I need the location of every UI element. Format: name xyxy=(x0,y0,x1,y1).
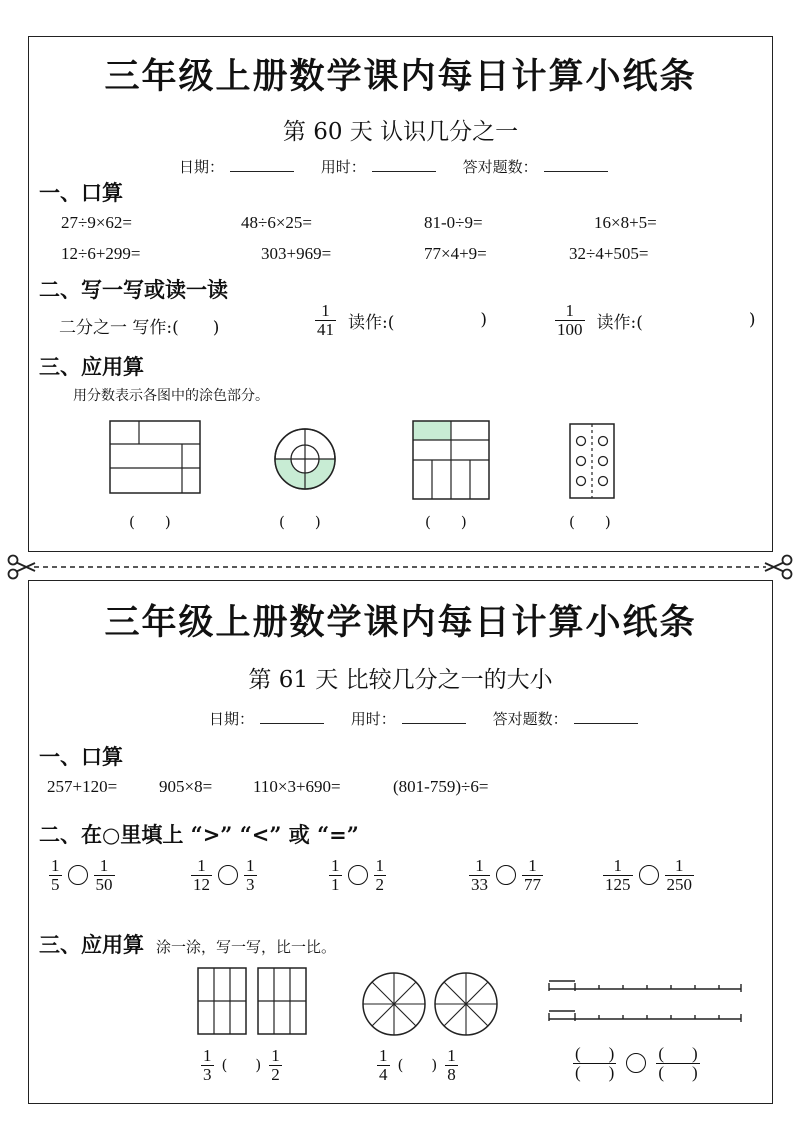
correct-count-field[interactable] xyxy=(544,155,608,172)
time-label: 用时： xyxy=(320,158,366,176)
mental-math-problem: 48÷6×25= xyxy=(241,213,313,232)
fraction-right: $\frac{1}{50}$ xyxy=(95,856,113,894)
mental-math-problem: 16×8+5= xyxy=(594,213,657,232)
figure-rectangle-grid xyxy=(109,420,201,494)
close-paren: ) xyxy=(431,1056,438,1075)
mental-math-problem: (801-759)÷6= xyxy=(393,777,489,796)
fraction-right: $\frac{1}{2}$ xyxy=(271,1046,280,1084)
date-label: 日期： xyxy=(209,710,255,728)
section-3-heading: 三、应用算 涂一涂，写一写，比一比。 xyxy=(39,932,337,957)
fraction-left: $\frac{1}{4}$ xyxy=(379,1046,388,1084)
fraction-left: $\frac{1}{1}$ xyxy=(331,856,340,894)
worksheet-title: 三年级上册数学课内每日计算小纸条 xyxy=(104,56,697,97)
cut-line xyxy=(0,556,800,578)
read-fraction-item xyxy=(555,302,756,339)
answer-paren[interactable]: ( ) xyxy=(129,513,171,531)
figure-circle-ring xyxy=(273,427,337,491)
compare-circle[interactable] xyxy=(496,865,516,885)
comparison-item xyxy=(469,857,543,894)
mental-math-problem: 905×8= xyxy=(159,777,213,796)
date-field[interactable] xyxy=(230,155,294,172)
fraction-left: $\frac{1}{33}$ xyxy=(471,856,488,894)
fraction-right: $\frac{1}{2}$ xyxy=(375,856,384,894)
section-1-heading: 一、口算 xyxy=(39,744,123,769)
scissors-icon xyxy=(764,554,794,580)
answer-paren[interactable]: ( ) xyxy=(279,513,321,531)
correct-count-label: 答对题数： xyxy=(462,158,538,176)
worksheet-title: 三年级上册数学课内每日计算小纸条 xyxy=(104,602,697,643)
comparison-item xyxy=(191,857,257,894)
figure-dots-rectangle xyxy=(569,423,615,499)
section-3-heading: 三、应用算 xyxy=(39,354,144,379)
open-paren: ( xyxy=(221,1056,228,1075)
fraction-left: $\frac{1}{125}$ xyxy=(605,856,631,894)
section-2-heading: 二、在○里填上 “>” “<” 或 “=” xyxy=(39,822,359,847)
fraction-right: $\frac{1}{77}$ xyxy=(524,856,541,894)
compare-circle[interactable] xyxy=(218,865,238,885)
day-title: 第 61 天 比较几分之一的大小 xyxy=(248,667,553,693)
figure-circle-divided xyxy=(433,971,499,1037)
figure-rectangle-shaded xyxy=(412,420,490,500)
answer-paren[interactable]: ( ) xyxy=(425,513,467,531)
figure-comparison xyxy=(201,1047,282,1084)
figure-rectangle-thirds xyxy=(197,967,247,1035)
read-label: 读作:( xyxy=(596,312,643,333)
correct-count-label: 答对题数： xyxy=(492,710,568,728)
mental-math-problem: 77×4+9= xyxy=(424,244,487,263)
read-label: 读作:( xyxy=(348,312,395,333)
close-paren: ) xyxy=(255,1056,262,1075)
worksheet-day-61 xyxy=(28,580,773,1104)
mental-math-problem: 32÷4+505= xyxy=(569,244,649,263)
fraction-left: $\frac{1}{5}$ xyxy=(51,856,60,894)
section-3-instruction: 用分数表示各图中的涂色部分。 xyxy=(73,388,269,404)
mental-math-problem: 12÷6+299= xyxy=(61,244,141,263)
time-field[interactable] xyxy=(372,155,436,172)
section-1-heading: 一、口算 xyxy=(39,180,123,205)
scissors-icon xyxy=(6,554,36,580)
figure-rectangle-halves xyxy=(257,967,307,1035)
section-2-heading: 二、写一写或读一读 xyxy=(39,277,228,302)
comparison-item xyxy=(49,857,115,894)
worksheet-day-60 xyxy=(28,36,773,552)
fraction-right: $\frac{1}{250}$ xyxy=(666,856,692,894)
figure-segment-lines xyxy=(547,971,743,1031)
blank-fraction-right[interactable]: $\frac{( )}{( )}$ xyxy=(658,1044,698,1082)
fraction-right: $\frac{1}{8}$ xyxy=(447,1046,456,1084)
date-label: 日期： xyxy=(179,158,225,176)
compare-circle[interactable] xyxy=(348,865,368,885)
correct-count-field[interactable] xyxy=(574,707,638,724)
mental-math-problem: 81-0÷9= xyxy=(424,213,483,232)
fraction-right: $\frac{1}{3}$ xyxy=(246,856,255,894)
open-paren: ( xyxy=(397,1056,404,1075)
figure-comparison xyxy=(377,1047,458,1084)
mental-math-problem: 303+969= xyxy=(261,244,332,263)
answer-paren[interactable]: ( ) xyxy=(569,513,611,531)
blank-fraction-comparison xyxy=(573,1045,700,1082)
fraction: $\frac{1}{41}$ xyxy=(317,301,334,339)
close-paren: ) xyxy=(748,310,756,331)
comparison-item xyxy=(603,857,694,894)
write-fraction-item: 二分之一 写作:( ) xyxy=(59,318,220,338)
blank-fraction-left[interactable]: $\frac{( )}{( )}$ xyxy=(575,1044,615,1082)
day-title: 第 60 天 认识几分之一 xyxy=(282,119,519,145)
figure-circle-divided xyxy=(361,971,427,1037)
compare-circle[interactable] xyxy=(626,1053,646,1073)
fraction-left: $\frac{1}{12}$ xyxy=(193,856,210,894)
fraction: $\frac{1}{100}$ xyxy=(557,301,583,339)
mental-math-problem: 110×3+690= xyxy=(253,777,341,796)
read-fraction-item xyxy=(315,302,487,339)
compare-circle[interactable] xyxy=(639,865,659,885)
date-field[interactable] xyxy=(260,707,324,724)
compare-circle[interactable] xyxy=(68,865,88,885)
meta-row xyxy=(179,155,608,177)
mental-math-problem: 27÷9×62= xyxy=(61,213,133,232)
comparison-item xyxy=(329,857,386,894)
meta-row xyxy=(209,707,638,729)
section-3-instruction: 涂一涂，写一写，比一比。 xyxy=(156,938,337,956)
mental-math-problem: 257+120= xyxy=(47,777,118,796)
time-label: 用时： xyxy=(350,710,396,728)
fraction-left: $\frac{1}{3}$ xyxy=(203,1046,212,1084)
time-field[interactable] xyxy=(402,707,466,724)
close-paren: ) xyxy=(480,310,488,331)
